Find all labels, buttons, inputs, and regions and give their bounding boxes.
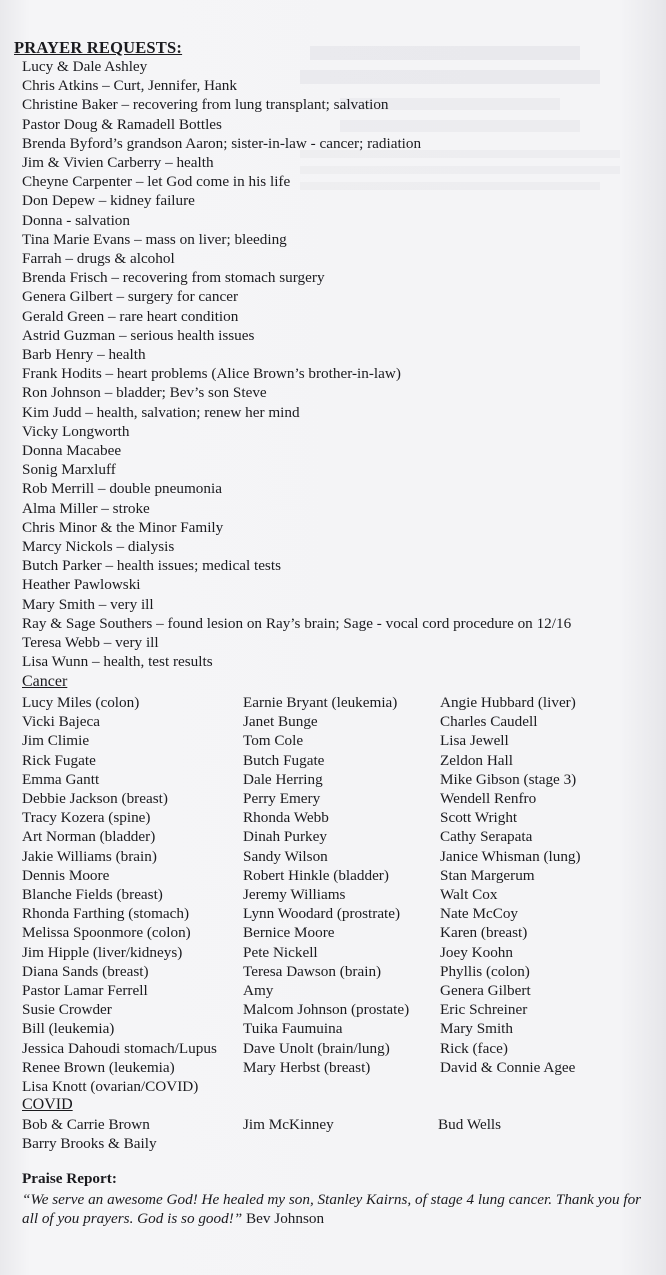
cancer-list-item: David & Connie Agee bbox=[440, 1058, 576, 1076]
cancer-list-item: Bill (leukemia) bbox=[22, 1020, 115, 1038]
prayer-request-item: Christine Baker – recovering from lung transplant; salvation bbox=[22, 96, 389, 114]
prayer-request-item: Ray & Sage Southers – found lesion on Ray’s brain; Sage - vocal cord procedure on 12/16 bbox=[22, 614, 572, 632]
cancer-list-item: Dave Unolt (brain/lung) bbox=[243, 1039, 390, 1057]
cancer-list-item: Angie Hubbard (liver) bbox=[440, 694, 576, 711]
cancer-list-item: Melissa Spoonmore (colon) bbox=[22, 924, 191, 942]
cancer-list-item: Emma Gantt bbox=[22, 770, 100, 788]
covid-list-item: Jim McKinney bbox=[243, 1116, 334, 1133]
prayer-request-item: Chris Minor & the Minor Family bbox=[22, 518, 224, 536]
cancer-list-item: Jakie Williams (brain) bbox=[22, 847, 157, 865]
cancer-list-item: Walt Cox bbox=[440, 886, 498, 904]
cancer-list-item: Lisa Knott (ovarian/COVID) bbox=[22, 1078, 199, 1096]
cancer-list-item: Jeremy Williams bbox=[243, 886, 346, 904]
covid-section-title: COVID bbox=[22, 1096, 73, 1113]
covid-list-column-2 bbox=[243, 1115, 334, 1134]
cancer-list-item: Lucy Miles (colon) bbox=[22, 694, 140, 711]
prayer-requests-heading: PRAYER REQUESTS: bbox=[14, 38, 183, 57]
cancer-list-item: Mike Gibson (stage 3) bbox=[440, 770, 577, 788]
prayer-request-item: Lisa Wunn – health, test results bbox=[22, 653, 213, 671]
cancer-list-item: Lynn Woodard (prostrate) bbox=[243, 905, 401, 923]
prayer-request-item: Alma Miller – stroke bbox=[22, 499, 150, 517]
prayer-request-item: Teresa Webb – very ill bbox=[22, 634, 159, 652]
prayer-request-item: Vicky Longworth bbox=[22, 422, 130, 440]
cancer-list-item: Pete Nickell bbox=[243, 943, 318, 961]
cancer-list-column-3 bbox=[440, 693, 581, 1077]
cancer-list-item: Zeldon Hall bbox=[440, 751, 513, 769]
cancer-list-column-2 bbox=[243, 693, 409, 1077]
prayer-request-item: Brenda Byford’s grandson Aaron; sister-in-law - cancer; radiation bbox=[22, 134, 422, 152]
cancer-list-item: Malcom Johnson (prostate) bbox=[243, 1001, 410, 1019]
prayer-request-item: Donna Macabee bbox=[22, 442, 122, 460]
cancer-list-item: Art Norman (bladder) bbox=[22, 828, 156, 846]
cancer-list-item: Blanche Fields (breast) bbox=[22, 886, 163, 904]
cancer-list-item: Nate McCoy bbox=[440, 905, 519, 923]
cancer-list-item: Janet Bunge bbox=[243, 713, 318, 731]
cancer-list-item: Tom Cole bbox=[243, 732, 304, 750]
cancer-list-item: Diana Sands (breast) bbox=[22, 962, 149, 980]
cancer-list-item: Phyllis (colon) bbox=[440, 962, 530, 980]
cancer-list-item: Amy bbox=[243, 982, 274, 1000]
cancer-list-item: Vicki Bajeca bbox=[22, 713, 100, 731]
prayer-request-item: Astrid Guzman – serious health issues bbox=[22, 326, 255, 344]
cancer-list-item: Mary Smith bbox=[440, 1020, 513, 1038]
cancer-list-item: Scott Wright bbox=[440, 809, 518, 827]
cancer-list-item: Wendell Renfro bbox=[440, 790, 537, 808]
covid-list-item: Bob & Carrie Brown bbox=[22, 1116, 150, 1133]
prayer-request-item: Chris Atkins – Curt, Jennifer, Hank bbox=[22, 77, 237, 95]
cancer-list-item: Rick Fugate bbox=[22, 751, 96, 769]
cancer-list-item: Bernice Moore bbox=[243, 924, 335, 942]
praise-report-text bbox=[22, 1190, 652, 1228]
prayer-request-list bbox=[22, 57, 571, 672]
cancer-list-item: Stan Margerum bbox=[440, 866, 535, 884]
cancer-list-item: Cathy Serapata bbox=[440, 828, 533, 846]
cancer-list-item: Janice Whisman (lung) bbox=[440, 847, 581, 865]
prayer-request-item: Mary Smith – very ill bbox=[22, 595, 154, 613]
prayer-request-item: Donna - salvation bbox=[22, 211, 130, 229]
cancer-list-item: Perry Emery bbox=[243, 790, 321, 808]
prayer-request-item: Genera Gilbert – surgery for cancer bbox=[22, 288, 239, 306]
prayer-request-item: Marcy Nickols – dialysis bbox=[22, 538, 175, 556]
cancer-list-item: Rhonda Farthing (stomach) bbox=[22, 905, 190, 923]
cancer-list-item: Jim Climie bbox=[22, 732, 90, 750]
cancer-list-item: Jim Hipple (liver/kidneys) bbox=[22, 943, 183, 961]
cancer-list-column-1 bbox=[22, 693, 217, 1096]
cancer-list-item: Pastor Lamar Ferrell bbox=[22, 982, 148, 1000]
cancer-list-item: Butch Fugate bbox=[243, 751, 325, 769]
covid-list-column-1 bbox=[22, 1115, 157, 1153]
prayer-request-item: Gerald Green – rare heart condition bbox=[22, 307, 239, 325]
cancer-list-item: Rick (face) bbox=[440, 1039, 508, 1057]
prayer-request-item: Jim & Vivien Carberry – health bbox=[22, 154, 214, 172]
cancer-list-item: Eric Schreiner bbox=[440, 1001, 528, 1019]
praise-quote: “We serve an awesome God! He healed my son, Stanley Kairns, of stage 4 lung cancer. Thank you for all of you prayers. God is so good!” bbox=[22, 1191, 642, 1228]
cancer-list-item: Dinah Purkey bbox=[243, 828, 327, 846]
prayer-request-item: Heather Pawlowski bbox=[22, 576, 141, 594]
prayer-request-item: Kim Judd – health, salvation; renew her mind bbox=[22, 403, 300, 421]
cancer-list-item: Robert Hinkle (bladder) bbox=[243, 866, 389, 884]
prayer-request-item: Brenda Frisch – recovering from stomach surgery bbox=[22, 269, 325, 287]
praise-report-title: Praise Report: bbox=[22, 1170, 117, 1187]
prayer-request-item: Don Depew – kidney failure bbox=[22, 192, 195, 210]
prayer-request-item: Pastor Doug & Ramadell Bottles bbox=[22, 115, 222, 133]
cancer-list-item: Dale Herring bbox=[243, 770, 323, 788]
praise-author: Bev Johnson bbox=[242, 1210, 325, 1228]
prayer-request-item: Tina Marie Evans – mass on liver; bleeding bbox=[22, 230, 287, 248]
cancer-list-item: Jessica Dahoudi stomach/Lupus bbox=[22, 1039, 217, 1057]
cancer-list-item: Renee Brown (leukemia) bbox=[22, 1058, 175, 1076]
prayer-request-item: Ron Johnson – bladder; Bev’s son Steve bbox=[22, 384, 267, 402]
cancer-list-item: Charles Caudell bbox=[440, 713, 538, 731]
cancer-list-item: Joey Koohn bbox=[440, 943, 513, 961]
cancer-list-item: Debbie Jackson (breast) bbox=[22, 790, 168, 808]
prayer-request-item: Farrah – drugs & alcohol bbox=[22, 250, 175, 268]
cancer-list-item: Dennis Moore bbox=[22, 866, 110, 884]
prayer-request-item: Butch Parker – health issues; medical tests bbox=[22, 557, 281, 575]
cancer-list-item: Tuika Faumuina bbox=[243, 1020, 343, 1038]
prayer-request-item: Lucy & Dale Ashley bbox=[22, 58, 148, 75]
cancer-section-title: Cancer bbox=[22, 673, 68, 690]
cancer-list-item: Karen (breast) bbox=[440, 924, 528, 942]
cancer-list-item: Rhonda Webb bbox=[243, 809, 329, 827]
covid-list-item: Bud Wells bbox=[438, 1116, 502, 1133]
prayer-request-item: Cheyne Carpenter – let God come in his life bbox=[22, 173, 291, 191]
covid-list-item: Barry Brooks & Baily bbox=[22, 1135, 157, 1153]
cancer-list-item: Teresa Dawson (brain) bbox=[243, 962, 382, 980]
cancer-list-item: Tracy Kozera (spine) bbox=[22, 809, 151, 827]
prayer-request-item: Rob Merrill – double pneumonia bbox=[22, 480, 222, 498]
cancer-list-item: Lisa Jewell bbox=[440, 732, 509, 750]
cancer-list-item: Mary Herbst (breast) bbox=[243, 1058, 371, 1076]
cancer-list-item: Genera Gilbert bbox=[440, 982, 531, 1000]
covid-list-column-3 bbox=[438, 1115, 501, 1134]
cancer-list-item: Sandy Wilson bbox=[243, 847, 328, 865]
prayer-request-item: Frank Hodits – heart problems (Alice Brown’s brother-in-law) bbox=[22, 365, 401, 383]
prayer-request-item: Barb Henry – health bbox=[22, 346, 146, 364]
cancer-list-item: Susie Crowder bbox=[22, 1001, 112, 1019]
prayer-request-item: Sonig Marxluff bbox=[22, 461, 116, 479]
cancer-list-item: Earnie Bryant (leukemia) bbox=[243, 694, 398, 711]
